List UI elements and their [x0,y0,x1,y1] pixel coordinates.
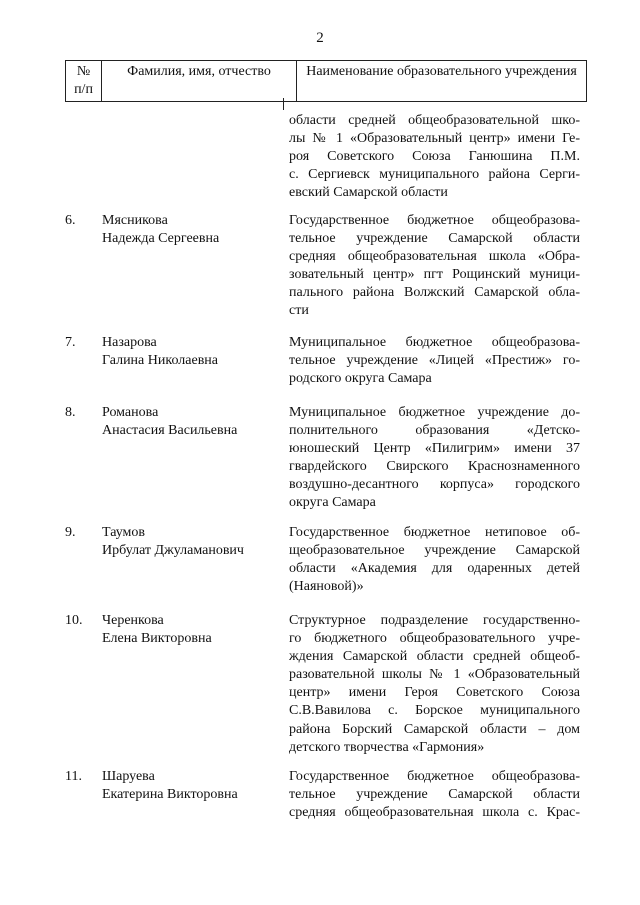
entry-number: 10. [65,613,83,628]
text-line: района Борский Самарской области – дом [289,721,580,737]
text-line: разовательной школы № 1 «Образовательный [289,667,580,683]
text-line: щеобразовательное учреждение Самарской [289,543,580,559]
entry-given-name: Анастасия Васильевна [102,423,238,438]
text-line: воздушно-десантного корпуса» городского [289,477,580,493]
text-line: го бюджетного общеобразовательного учре- [289,631,580,647]
header-number-cell [66,61,102,102]
header-institution-cell: Наименование образовательного учреждения [297,61,587,102]
text-line: средняя общеобразовательная школа «Обра- [289,249,580,265]
text-line: гвардейского Свирского Краснознаменного [289,459,580,475]
text-line: области средней общеобразовательной шко- [289,113,580,128]
header-number-line1: № [76,64,91,79]
text-line: тельное учреждение «Лицей «Престиж» го- [289,353,580,369]
text-line: области «Академия для одаренных детей [289,561,580,577]
text-line: детского творчества «Гармония» [289,739,485,755]
entry-surname: Таумов [102,525,145,540]
text-line: пального района Волжский Самарской обла- [289,285,580,301]
text-line: Муниципальное бюджетное общеобразова- [289,335,580,350]
entry-surname: Шаруева [102,769,155,784]
entry-name [102,768,238,804]
entry-number: 11. [65,769,82,784]
text-line: округа Самара [289,495,376,511]
table-header [65,60,587,102]
entry-name [102,612,212,648]
entry-number: 8. [65,405,76,420]
entry-given-name: Елена Викторовна [102,631,212,646]
text-line: тельное учреждение Самарской области [289,787,580,803]
entry-name [102,524,244,560]
entry-surname: Назарова [102,335,157,350]
text-line: родского округа Самара [289,371,432,387]
entry-given-name: Ирбулат Джуламанович [102,543,244,558]
text-line: Государственное бюджетное общеобразова- [289,213,580,228]
text-line: тельное учреждение Самарской области [289,231,580,247]
text-line: с. Сергиевск муниципального района Серги- [289,167,580,183]
entry-surname: Романова [102,405,159,420]
header-number-line2: п/п [74,82,93,97]
entry-surname: Мясникова [102,213,168,228]
entry-institution [289,524,580,596]
continuation-border [283,98,287,110]
header-name-cell: Фамилия, имя, отчество [102,61,297,102]
entry-institution [289,334,580,388]
entry-given-name: Галина Николаевна [102,353,219,368]
text-line: С.В.Вавилова с. Борское муниципального [289,703,580,719]
text-line: лы № 1 «Образовательный центр» имени Ге- [289,131,580,147]
page-number: 2 [316,30,324,46]
text-line: полнительного образования «Детско- [289,423,580,439]
entry-name [102,334,218,370]
continuation-text [289,112,580,202]
entry-institution [289,404,580,513]
entry-institution [289,612,580,757]
entry-given-name: Надежда Сергеевна [102,231,220,246]
text-line: роя Советского Союза Ганюшина П.М. [289,149,580,165]
entry-name [102,212,219,248]
text-line: средняя общеобразовательная школа с. Крас- [289,805,580,821]
text-line: ждения Самарской области средней общеоб- [289,649,580,665]
entry-institution [289,768,580,822]
entry-name [102,404,237,440]
entry-surname: Черенкова [102,613,164,628]
text-line: (Наяновой)» [289,579,364,595]
text-line: Муниципальное бюджетное учреждение до- [289,405,580,420]
text-line: Государственное бюджетное общеобразова- [289,769,580,784]
text-line: юношеский Центр «Пилигрим» имени 37 [289,441,580,457]
entry-number: 7. [65,335,76,350]
text-line: сти [289,303,309,319]
entry-number: 9. [65,525,76,540]
text-line: евский Самарской области [289,185,448,201]
text-line: центр» имени Героя Советского Союза [289,685,580,701]
entry-number: 6. [65,213,76,228]
text-line: Государственное бюджетное нетиповое об- [289,525,580,540]
text-line: зовательный центр» пгт Рощинский муници- [289,267,580,283]
text-line: Структурное подразделение государственно- [289,613,580,628]
entry-institution [289,212,580,321]
entry-given-name: Екатерина Викторовна [102,787,238,802]
